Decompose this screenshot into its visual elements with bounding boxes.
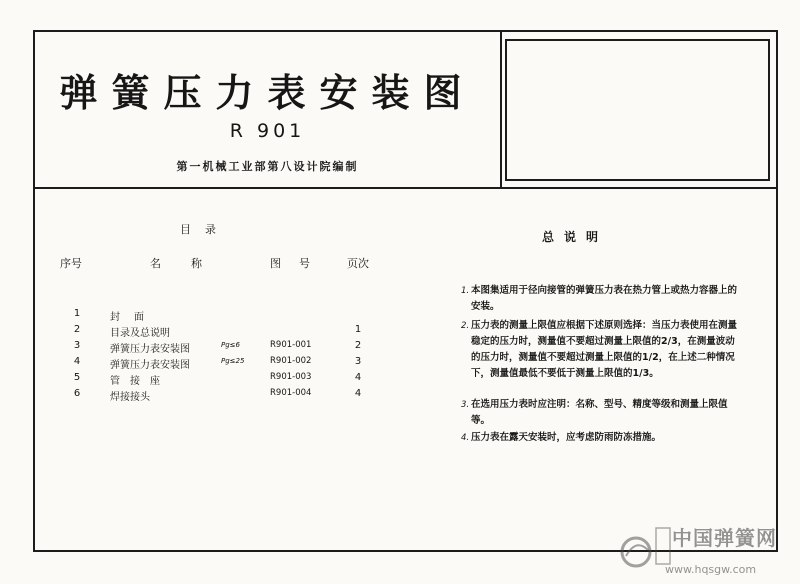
toc-row-name: 弹簧压力表安装图	[110, 344, 190, 355]
toc-row	[35, 340, 500, 357]
toc-row-name: 管接座	[110, 376, 170, 387]
page-title: 弹簧压力表安装图	[59, 70, 476, 115]
toc-row-pressure: Pg≤6	[221, 341, 240, 349]
note-item	[461, 430, 741, 446]
toc-row-number: 1	[73, 308, 81, 319]
toc-row-pressure: Pg≤25	[221, 357, 245, 365]
toc-row	[35, 308, 500, 325]
toc-row-page: 4	[354, 372, 362, 383]
organization-label: 第一机械工业部第八设计院编制	[176, 160, 359, 173]
note-text: 压力表在露天安装时，应考虑防雨防冻措施。	[471, 432, 662, 443]
note-item	[461, 283, 741, 315]
toc-row-name: 封面	[110, 312, 158, 323]
watermark-text: 中国弹簧网	[672, 526, 777, 550]
drawing-code: R 901	[229, 120, 306, 142]
note-number: 4.	[461, 433, 470, 443]
toc-row-page: 1	[354, 324, 362, 335]
toc-row-number: 2	[73, 324, 81, 335]
toc-col-page: 页次	[347, 257, 369, 270]
toc-row-number: 4	[73, 356, 81, 367]
toc-row-drawing-no: R901-004	[270, 388, 312, 398]
toc-row	[35, 324, 500, 341]
toc-col-no: 序号	[60, 257, 82, 270]
note-number: 1.	[461, 286, 470, 296]
toc-col-name: 名称	[150, 257, 232, 270]
note-item	[461, 397, 741, 429]
toc-col-dwg: 图号	[270, 257, 328, 270]
watermark-url: www.hqsgw.com	[665, 563, 757, 576]
title-block-divider	[500, 32, 502, 187]
note-number: 2.	[461, 321, 470, 331]
stamp-box	[505, 39, 770, 181]
toc-row-drawing-no: R901-003	[270, 372, 312, 382]
toc-title: 目录	[180, 223, 230, 236]
toc-row	[35, 356, 500, 373]
notes-title: 总说明	[541, 230, 608, 244]
note-text: 在选用压力表时应注明：名称、型号、精度等级和测量上限值等。	[471, 399, 728, 426]
note-item	[461, 318, 741, 382]
note-text: 压力表的测量上限值应根据下述原则选择：当压力表使用在测量稳定的压力时，测量值不要超过测量上限值的2/3，在测量波动的压力时，测量值不要超过测量上限值的1/2，在上述二种情况下，测量值最低不要低于测量上限值的1/3。	[471, 320, 738, 379]
toc-row-number: 5	[73, 372, 81, 383]
toc-row-name: 焊接接头	[110, 392, 150, 403]
toc-row-page: 3	[354, 356, 362, 367]
note-number: 3.	[461, 400, 470, 410]
toc-row-drawing-no: R901-001	[270, 340, 312, 350]
toc-row	[35, 372, 500, 389]
toc-row-number: 6	[73, 388, 81, 399]
toc-row-page: 4	[354, 388, 362, 399]
toc-row-name: 弹簧压力表安装图	[110, 360, 190, 371]
toc-row	[35, 388, 500, 405]
note-text: 本图集适用于径向接管的弹簧压力表在热力管上或热力容器上的安装。	[471, 285, 738, 312]
title-divider	[35, 187, 776, 189]
toc-row-drawing-no: R901-002	[270, 356, 312, 366]
toc-row-number: 3	[73, 340, 81, 351]
toc-row-page: 2	[354, 340, 362, 351]
toc-row-name: 目录及总说明	[110, 328, 170, 339]
